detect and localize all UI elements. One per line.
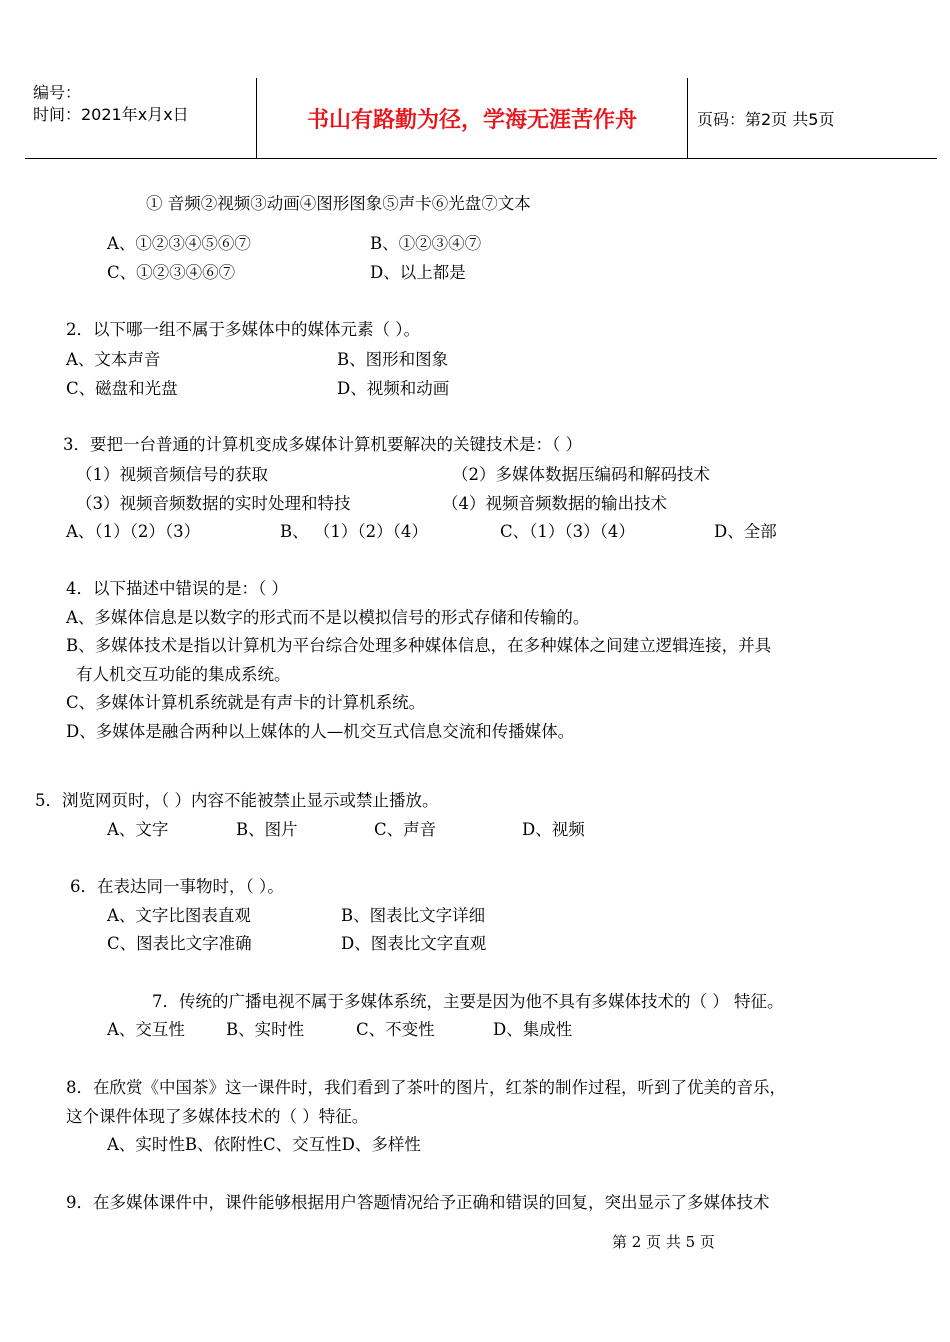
time-label: 时间：2021年x月x日 — [33, 105, 189, 124]
q1-option-d: D、以上都是 — [370, 263, 466, 282]
page-footer: 第 2 页 共 5 页 — [612, 1233, 715, 1251]
q4-option-d: D、多媒体是融合两种以上媒体的人—机交互式信息交流和传播媒体。 — [66, 722, 575, 741]
q7-stem: 7．传统的广播电视不属于多媒体系统，主要是因为他不具有多媒体技术的（ ） 特征。 — [152, 992, 784, 1011]
q3-option-c: C、（1）（3）（4） — [500, 522, 635, 541]
header-divider-right — [687, 78, 688, 158]
q4-option-b-continued: 有人机交互功能的集成系统。 — [76, 665, 291, 684]
q2-option-c: C、磁盘和光盘 — [66, 379, 178, 398]
q3-option-d: D、全部 — [714, 522, 777, 541]
q4-option-a: A、多媒体信息是以数字的形式而不是以模拟信号的形式存储和传输的。 — [66, 608, 590, 627]
q6-option-b: B、图表比文字详细 — [341, 906, 486, 925]
q8-stem: 8．在欣赏《中国茶》这一课件时，我们看到了茶叶的图片，红茶的制作过程，听到了优美的音乐， — [66, 1078, 786, 1097]
q5-option-a: A、文字 — [107, 820, 169, 839]
q4-stem: 4．以下描述中错误的是：（ ） — [66, 579, 288, 598]
q3-stem: 3．要把一台普通的计算机变成多媒体计算机要解决的关键技术是：（ ） — [63, 435, 582, 454]
q5-option-d: D、视频 — [522, 820, 585, 839]
q2-option-b: B、图形和图象 — [337, 350, 449, 369]
q1-option-a: A、①②③④⑤⑥⑦ — [107, 234, 251, 253]
q8-options: A、实时性B、依附性C、交互性D、多样性 — [107, 1135, 421, 1154]
q7-option-c: C、不变性 — [356, 1020, 435, 1039]
q3-item-4: （4）视频音频数据的输出技术 — [442, 494, 667, 513]
q7-option-a: A、交互性 — [107, 1020, 185, 1039]
q1-option-b: B、①②③④⑦ — [370, 234, 482, 253]
q2-option-d: D、视频和动画 — [337, 379, 450, 398]
q3-item-3: （3）视频音频数据的实时处理和特技 — [76, 494, 351, 513]
header-page-info: 页码：第2页 共5页 — [697, 110, 835, 129]
number-label: 编号： — [33, 83, 82, 102]
q7-option-d: D、集成性 — [493, 1020, 573, 1039]
q3-item-2: （2）多媒体数据压编码和解码技术 — [452, 465, 710, 484]
q6-option-d: D、图表比文字直观 — [341, 934, 487, 953]
q3-option-a: A、（1）（2）（3） — [66, 522, 201, 541]
q2-option-a: A、文本声音 — [66, 350, 161, 369]
q6-stem: 6．在表达同一事物时，（ ）。 — [70, 877, 284, 896]
q6-option-c: C、图表比文字准确 — [107, 934, 252, 953]
q5-option-c: C、声音 — [374, 820, 437, 839]
q4-option-b: B、多媒体技术是指以计算机为平台综合处理多种媒体信息，在多种媒体之间建立逻辑连接，并具 — [66, 636, 772, 655]
q5-option-b: B、图片 — [236, 820, 298, 839]
q9-stem: 9．在多媒体课件中，课件能够根据用户答题情况给予正确和错误的回复，突出显示了多媒体技术 — [66, 1193, 770, 1212]
q1-options-list: ① 音频②视频③动画④图形图象⑤声卡⑥光盘⑦文本 — [146, 194, 531, 213]
q3-item-1: （1）视频音频信号的获取 — [76, 465, 268, 484]
q3-option-b: B、 （1）（2）（4） — [280, 522, 428, 541]
q7-option-b: B、实时性 — [226, 1020, 305, 1039]
header-motto: 书山有路勤为径，学海无涯苦作舟 — [306, 107, 637, 133]
q8-stem-continued: 这个课件体现了多媒体技术的（ ）特征。 — [66, 1107, 369, 1126]
q5-stem: 5．浏览网页时，（ ）内容不能被禁止显示或禁止播放。 — [35, 791, 439, 810]
q1-option-c: C、①②③④⑥⑦ — [107, 263, 236, 282]
q4-option-c: C、多媒体计算机系统就是有声卡的计算机系统。 — [66, 693, 426, 712]
q2-stem: 2．以下哪一组不属于多媒体中的媒体元素（ ）。 — [66, 320, 420, 339]
q6-option-a: A、文字比图表直观 — [107, 906, 251, 925]
header-meta — [33, 82, 189, 126]
page-header — [25, 78, 937, 159]
